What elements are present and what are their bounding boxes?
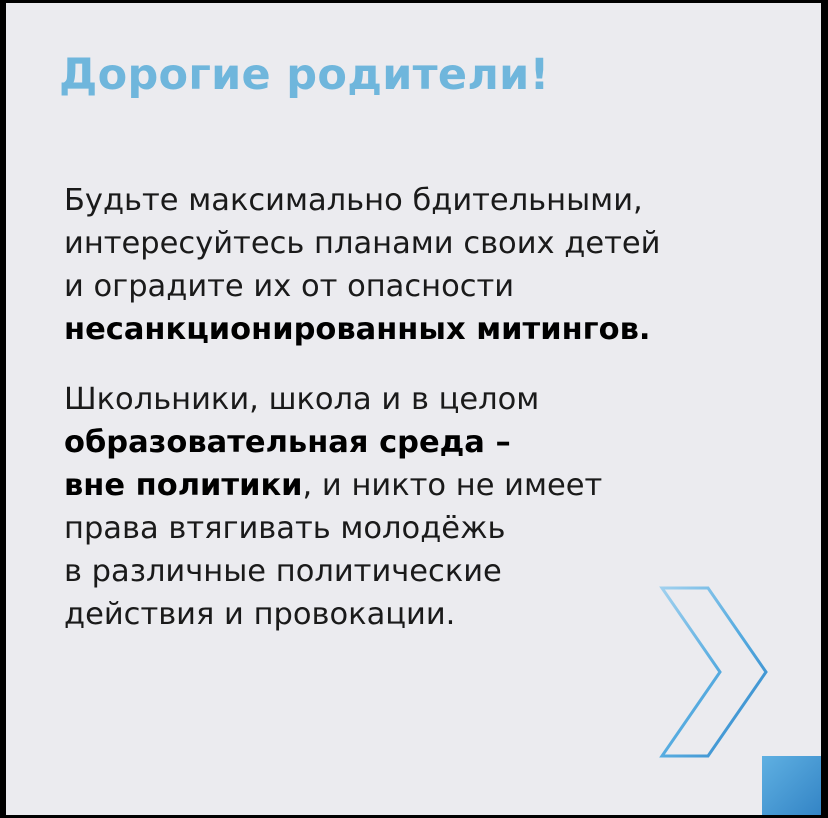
paragraph-line-emphasis xyxy=(64,421,602,464)
paragraph-line: Школьники, школа и в целом xyxy=(64,382,540,417)
paragraph-education xyxy=(64,378,602,636)
paragraph-line: действия и провокации. xyxy=(64,597,456,632)
paragraph-line: Будьте максимально бдительными, xyxy=(64,183,643,218)
paragraph-line: интересуйтесь планами своих детей xyxy=(64,226,661,261)
card-title-text: Дорогие родители! xyxy=(59,50,550,100)
paragraph-line: и оградите их от опасности xyxy=(64,269,515,304)
emphasis-text: вне политики xyxy=(64,468,303,503)
paragraph-line-mixed xyxy=(64,464,602,507)
emphasis-text: несанкционированных митингов. xyxy=(64,312,651,347)
paragraph-text: , и никто не имеет xyxy=(302,468,603,503)
info-card xyxy=(6,3,821,815)
paragraph-vigilance xyxy=(64,179,661,351)
paragraph-line-emphasis xyxy=(64,308,661,351)
paragraph-line: права втягивать молодёжь xyxy=(64,511,506,546)
paragraph-line: в различные политические xyxy=(64,554,502,589)
card-title xyxy=(59,45,550,105)
emphasis-text: образовательная среда – xyxy=(64,425,511,460)
chevron-right-outline-icon xyxy=(656,586,776,758)
corner-accent xyxy=(762,756,821,815)
